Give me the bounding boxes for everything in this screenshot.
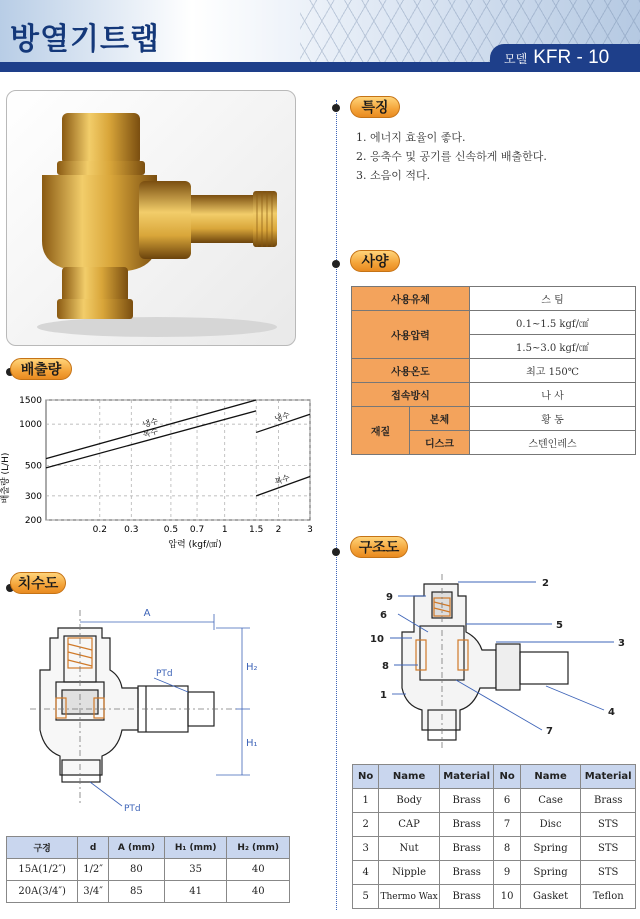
parts-cell: Thermo Wax <box>379 885 440 909</box>
part-label-4: 4 <box>608 707 615 718</box>
part-label-1: 1 <box>380 690 387 701</box>
chart-y-tick: 500 <box>24 461 42 472</box>
parts-cell: STS <box>581 813 636 837</box>
dimensions-heading: 치수도 <box>10 572 66 594</box>
spec-body-label: 본체 <box>410 407 470 431</box>
structure-heading: 구조도 <box>350 536 408 558</box>
parts-cell: Spring <box>520 837 581 861</box>
parts-cell: 3 <box>353 837 379 861</box>
dim-H2-label: H₂ <box>246 662 258 673</box>
part-label-7: 7 <box>546 726 553 737</box>
spec-fluid-value: 스 팀 <box>470 287 636 311</box>
chart-series-label: 복수 <box>273 472 292 487</box>
dim-cell: 35 <box>164 859 227 881</box>
parts-cell: 9 <box>494 861 520 885</box>
spec-disc-label: 디스크 <box>410 431 470 455</box>
parts-cell: 7 <box>494 813 520 837</box>
parts-cell: 2 <box>353 813 379 837</box>
product-photo <box>6 90 296 346</box>
section-bullet <box>332 260 340 268</box>
feature-item: 2. 응축수 및 공기를 신속하게 배출한다. <box>356 150 547 163</box>
chart-x-tick: 2 <box>275 525 282 535</box>
table-row <box>353 885 636 909</box>
chart-ylabel: 배출량 (L/H) <box>1 452 11 504</box>
dim-header: H₁ (mm) <box>164 837 227 859</box>
spec-temp-value: 최고 150℃ <box>470 359 636 383</box>
dimension-table <box>6 836 290 903</box>
table-row <box>7 881 290 903</box>
chart-x-tick: 0.7 <box>189 525 205 535</box>
parts-cell: Brass <box>439 813 494 837</box>
spec-material-label: 재질 <box>352 407 410 455</box>
dim-header: A (mm) <box>108 837 164 859</box>
part-label-9: 9 <box>386 592 393 603</box>
dim-cell: 40 <box>227 859 290 881</box>
chart-x-tick: 3 <box>307 525 313 535</box>
dim-header: H₂ (mm) <box>227 837 290 859</box>
table-row <box>7 859 290 881</box>
chart-series-label: 냉수 <box>273 410 292 424</box>
chart-y-tick: 1500 <box>19 396 42 406</box>
spec-connection-value: 나 사 <box>470 383 636 407</box>
part-label-3: 3 <box>618 638 625 649</box>
dim-cell: 40 <box>227 881 290 903</box>
dim-cell: 1/2″ <box>78 859 109 881</box>
parts-header: Material <box>439 765 494 789</box>
dim-A-label: A <box>143 608 151 619</box>
parts-header: Material <box>581 765 636 789</box>
dim-cell: 85 <box>108 881 164 903</box>
discharge-heading: 배출량 <box>10 358 72 380</box>
chart-x-tick: 0.3 <box>124 525 139 535</box>
parts-cell: Brass <box>439 837 494 861</box>
spec-table <box>351 286 636 455</box>
chart-series-label: 복수 <box>141 426 160 440</box>
dimension-drawing <box>10 600 280 825</box>
chart-y-tick: 1000 <box>19 420 42 431</box>
parts-cell: 10 <box>494 885 520 909</box>
spec-pressure-label: 사용압력 <box>352 311 470 359</box>
chart-xlabel: 압력 (kgf/㎠) <box>168 540 222 550</box>
spec-temp-label: 사용온도 <box>352 359 470 383</box>
spec-body-value: 황 동 <box>470 407 636 431</box>
parts-cell: 4 <box>353 861 379 885</box>
parts-cell: Disc <box>520 813 581 837</box>
dim-cell: 80 <box>108 859 164 881</box>
parts-cell: 6 <box>494 789 520 813</box>
dim-header: 구경 <box>7 837 78 859</box>
dim-H1-label: H₁ <box>246 738 258 749</box>
spec-connection-label: 접속방식 <box>352 383 470 407</box>
dim-header: d <box>78 837 109 859</box>
parts-cell: Brass <box>439 789 494 813</box>
part-label-6: 6 <box>380 610 387 621</box>
chart-y-tick: 200 <box>24 516 42 526</box>
parts-cell: Body <box>379 789 440 813</box>
parts-cell: Brass <box>439 861 494 885</box>
features-list <box>356 128 547 185</box>
parts-cell: CAP <box>379 813 440 837</box>
spec-fluid-label: 사용유체 <box>352 287 470 311</box>
spec-heading: 사양 <box>350 250 400 272</box>
section-bullet <box>332 104 340 112</box>
parts-table <box>352 764 636 909</box>
model-label: 모델 <box>504 51 528 66</box>
page-title: 방열기트랩 <box>10 22 160 57</box>
parts-cell: STS <box>581 861 636 885</box>
chart-x-tick: 0.5 <box>163 525 179 535</box>
parts-cell: Nut <box>379 837 440 861</box>
discharge-chart <box>0 390 330 550</box>
part-label-8: 8 <box>382 661 389 672</box>
dim-cell: 3/4″ <box>78 881 109 903</box>
parts-header: No <box>494 765 520 789</box>
part-label-5: 5 <box>556 620 563 631</box>
dim-cell: 20A(3/4″) <box>7 881 78 903</box>
chart-x-tick: 1 <box>221 525 228 535</box>
parts-cell: Brass <box>581 789 636 813</box>
parts-cell: 1 <box>353 789 379 813</box>
column-divider <box>336 100 337 910</box>
chart-series-label: 냉수 <box>141 416 160 430</box>
parts-cell: Nipple <box>379 861 440 885</box>
structure-drawing <box>346 570 636 756</box>
parts-cell: Brass <box>439 885 494 909</box>
chart-frame <box>46 400 310 520</box>
table-row <box>353 789 636 813</box>
table-row <box>353 837 636 861</box>
parts-header: Name <box>520 765 581 789</box>
dim-ptd-bottom: PTd <box>124 804 141 814</box>
spec-pressure-value-1: 0.1~1.5 kgf/㎠ <box>470 311 636 335</box>
feature-item: 1. 에너지 효율이 좋다. <box>356 131 466 144</box>
parts-cell: Spring <box>520 861 581 885</box>
chart-x-tick: 0.2 <box>92 525 107 535</box>
parts-cell: 5 <box>353 885 379 909</box>
chart-x-tick: 1.5 <box>249 525 264 535</box>
brass-trap-image <box>7 91 296 346</box>
dim-cell: 41 <box>164 881 227 903</box>
parts-cell: STS <box>581 837 636 861</box>
spec-pressure-value-2: 1.5~3.0 kgf/㎠ <box>470 335 636 359</box>
parts-cell: Gasket <box>520 885 581 909</box>
chart-y-tick: 300 <box>24 491 42 502</box>
part-label-10: 10 <box>370 634 384 645</box>
parts-cell: Case <box>520 789 581 813</box>
part-label-2: 2 <box>542 578 549 589</box>
feature-item: 3. 소음이 적다. <box>356 169 431 182</box>
spec-disc-value: 스텐인레스 <box>470 431 636 455</box>
section-bullet <box>332 548 340 556</box>
parts-header: Name <box>379 765 440 789</box>
table-row <box>353 861 636 885</box>
dim-cell: 15A(1/2″) <box>7 859 78 881</box>
model-number: KFR - 10 <box>533 47 610 68</box>
dim-ptd-top: PTd <box>156 669 173 679</box>
model-badge <box>490 44 640 72</box>
parts-cell: Teflon <box>581 885 636 909</box>
parts-cell: 8 <box>494 837 520 861</box>
parts-header: No <box>353 765 379 789</box>
features-heading: 특징 <box>350 96 400 118</box>
table-row <box>353 813 636 837</box>
